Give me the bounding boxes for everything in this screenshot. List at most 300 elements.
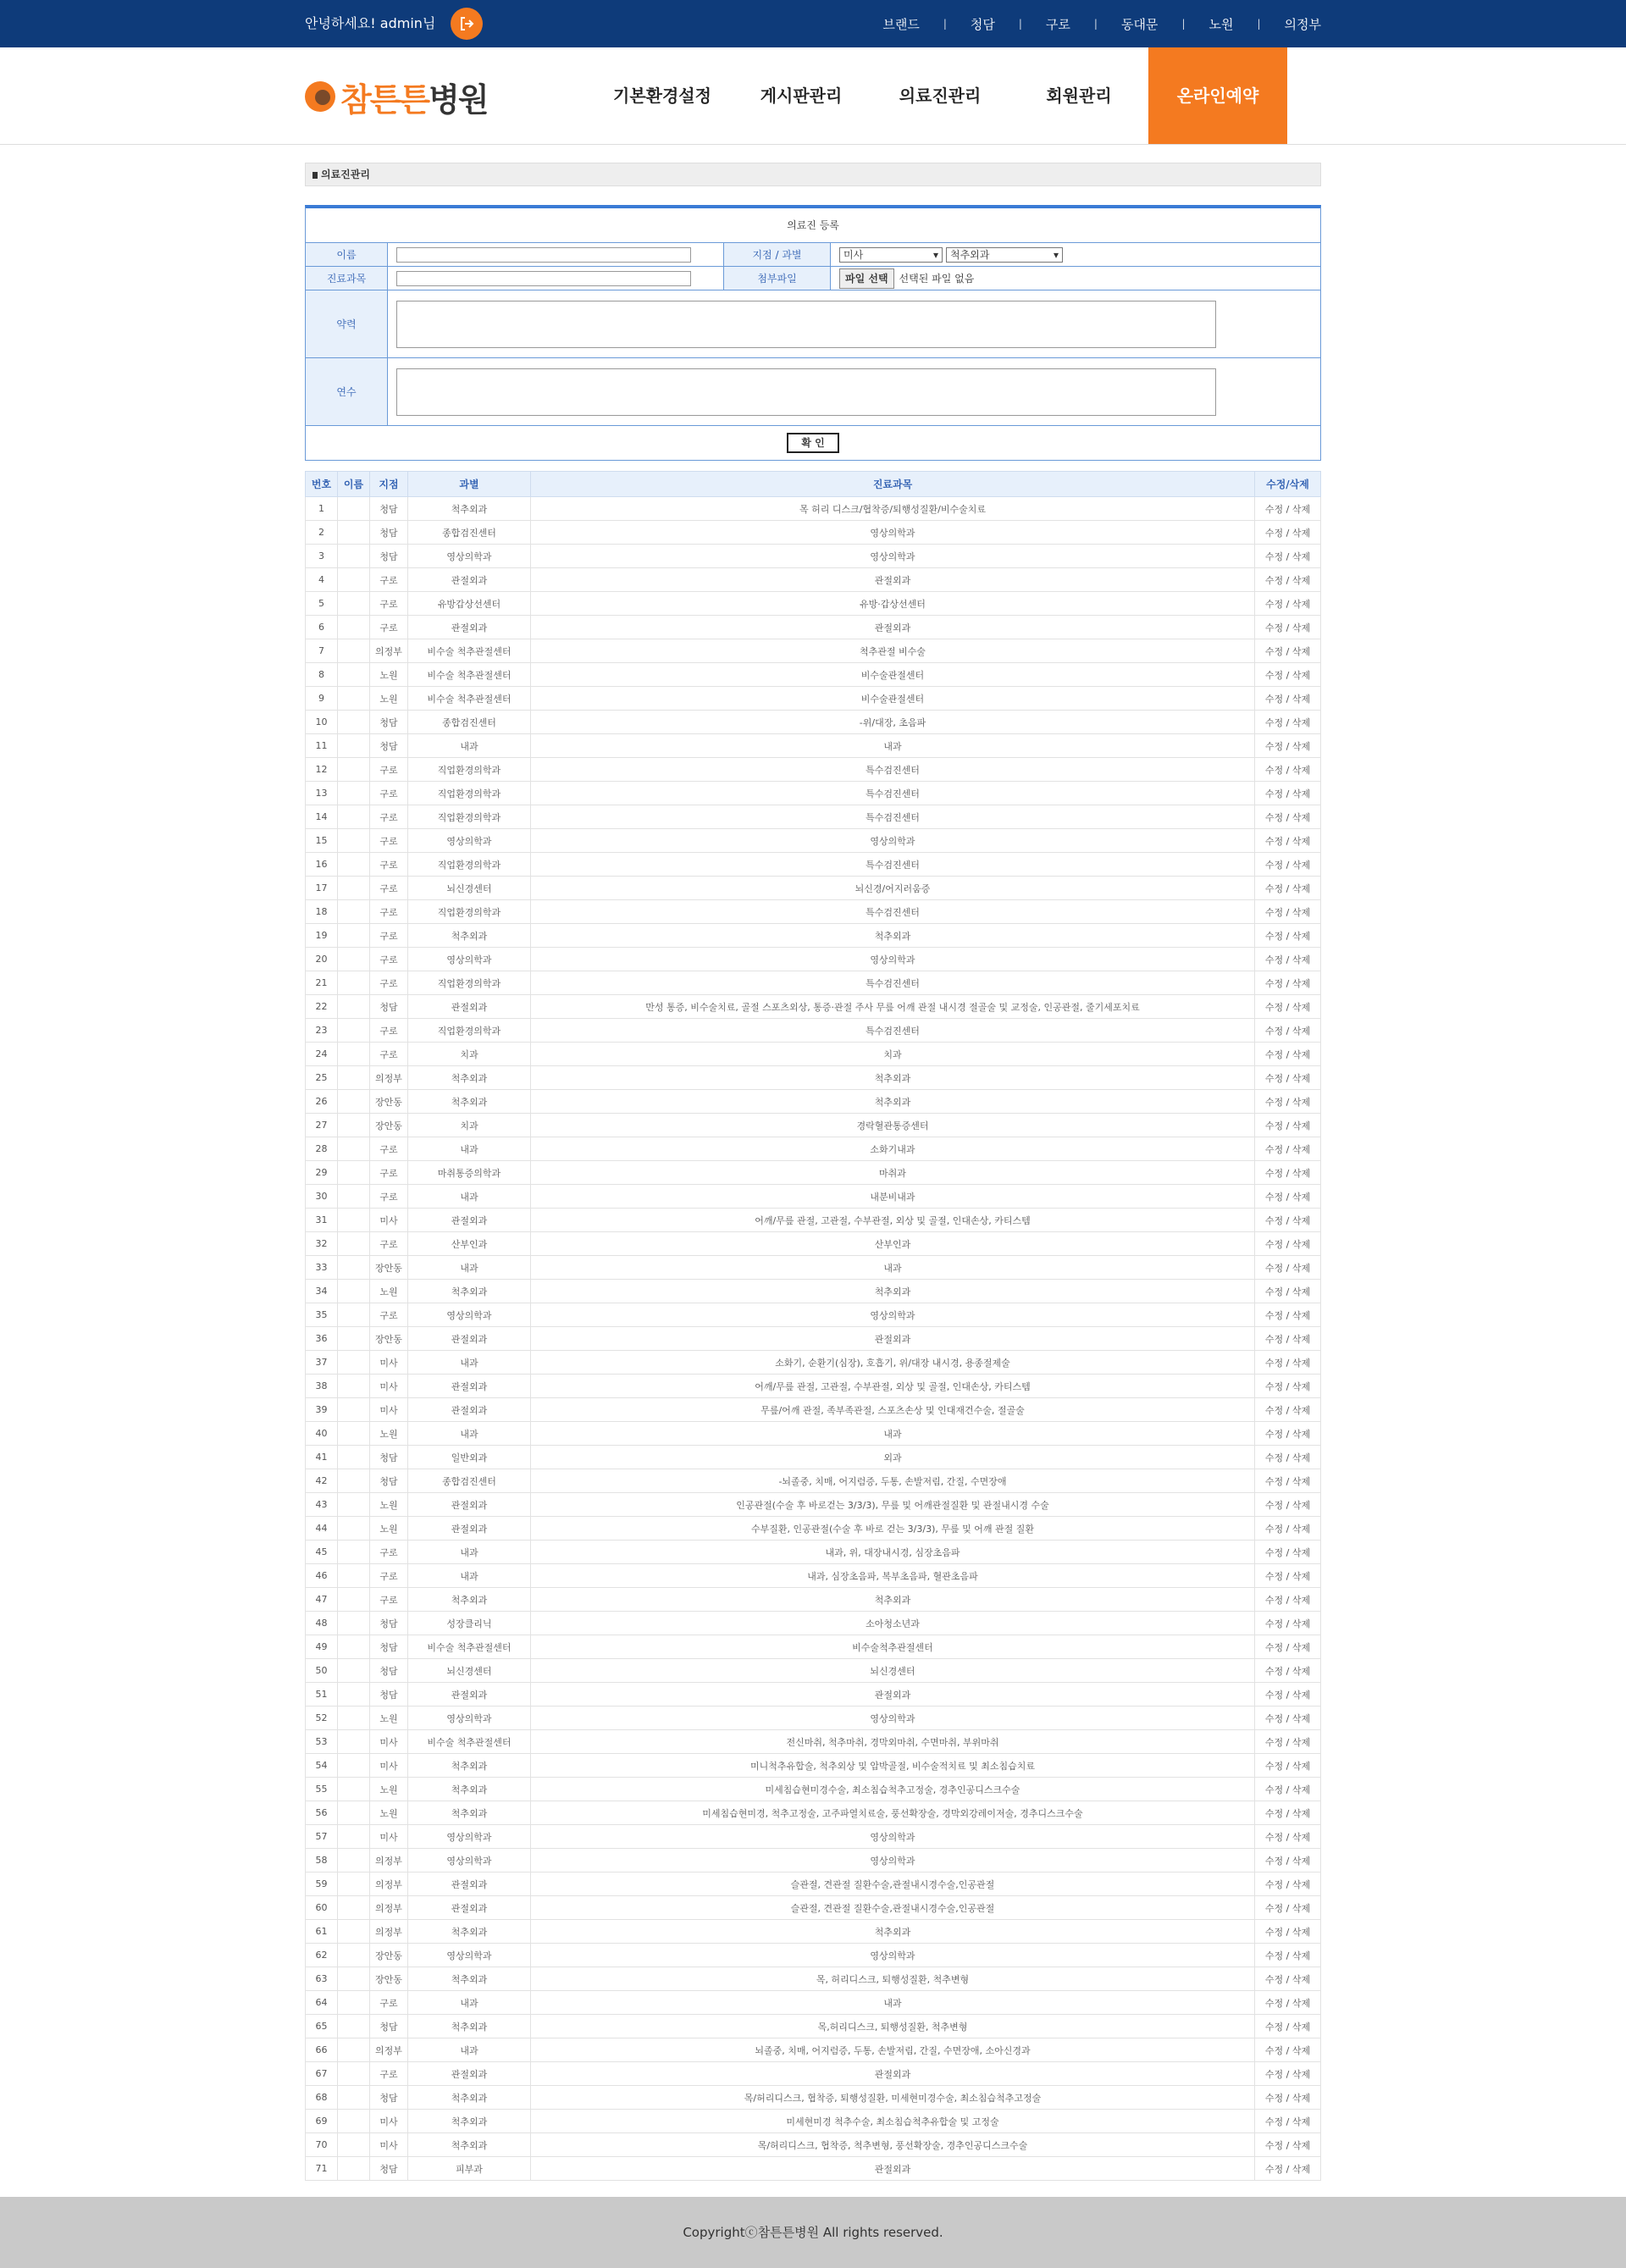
edit-delete-link[interactable]: 수정 / 삭제 [1255, 1730, 1321, 1754]
edit-delete-link[interactable]: 수정 / 삭제 [1255, 995, 1321, 1019]
cell-dept: 영상의학과 [408, 545, 531, 568]
table-row [306, 1635, 1321, 1659]
cell-dept: 직업환경의학과 [408, 1019, 531, 1043]
cell-name [338, 758, 370, 782]
col-header-branch: 지점 [370, 472, 408, 497]
cell-name [338, 2015, 370, 2038]
cell-no: 68 [306, 2086, 338, 2110]
edit-delete-link[interactable]: 수정 / 삭제 [1255, 853, 1321, 877]
cell-subject: 관절외과 [531, 2157, 1255, 2181]
cell-subject: 내분비내과 [531, 1185, 1255, 1209]
cell-no: 51 [306, 1683, 338, 1707]
edit-delete-link[interactable]: 수정 / 삭제 [1255, 639, 1321, 663]
table-row [306, 2086, 1321, 2110]
edit-delete-link[interactable]: 수정 / 삭제 [1255, 1872, 1321, 1896]
cell-subject: 척추외과 [531, 1090, 1255, 1114]
cell-dept: 직업환경의학과 [408, 782, 531, 805]
breadcrumb [305, 163, 1321, 186]
cell-branch: 청담 [370, 711, 408, 734]
cell-no: 67 [306, 2062, 338, 2086]
edit-delete-link[interactable]: 수정 / 삭제 [1255, 734, 1321, 758]
edit-delete-link[interactable]: 수정 / 삭제 [1255, 1232, 1321, 1256]
cell-dept: 내과 [408, 1137, 531, 1161]
cell-subject: 영상의학과 [531, 1849, 1255, 1872]
cell-no: 53 [306, 1730, 338, 1754]
cell-name [338, 1659, 370, 1683]
cell-branch: 구로 [370, 1564, 408, 1588]
cell-dept: 직업환경의학과 [408, 853, 531, 877]
table-row [306, 758, 1321, 782]
cell-dept: 직업환경의학과 [408, 971, 531, 995]
edit-delete-link[interactable]: 수정 / 삭제 [1255, 1209, 1321, 1232]
edit-delete-link[interactable]: 수정 / 삭제 [1255, 687, 1321, 711]
edit-delete-link[interactable]: 수정 / 삭제 [1255, 2015, 1321, 2038]
cell-dept: 척추외과 [408, 2110, 531, 2133]
cell-no: 27 [306, 1114, 338, 1137]
edit-delete-link[interactable]: 수정 / 삭제 [1255, 1469, 1321, 1493]
table-row [306, 805, 1321, 829]
table-row [306, 1564, 1321, 1588]
cell-no: 10 [306, 711, 338, 734]
branch-link[interactable]: 구로 [1045, 16, 1070, 32]
branch-link[interactable]: 의정부 [1284, 16, 1321, 32]
edit-delete-link[interactable]: 수정 / 삭제 [1255, 1944, 1321, 1967]
cell-dept: 관절외과 [408, 1872, 531, 1896]
cell-subject: 마취과 [531, 1161, 1255, 1185]
edit-delete-link[interactable]: 수정 / 삭제 [1255, 1493, 1321, 1517]
edit-delete-link[interactable]: 수정 / 삭제 [1255, 1256, 1321, 1280]
cell-no: 8 [306, 663, 338, 687]
table-row [306, 687, 1321, 711]
table-row [306, 663, 1321, 687]
edit-delete-link[interactable]: 수정 / 삭제 [1255, 1446, 1321, 1469]
cell-subject: 척추관절 비수술 [531, 639, 1255, 663]
cell-name [338, 1375, 370, 1398]
top-bar [0, 0, 1626, 47]
cell-subject: 목, 허리디스크, 퇴행성질환, 척추변형 [531, 1967, 1255, 1991]
cell-subject: 관절외과 [531, 1327, 1255, 1351]
edit-delete-link[interactable]: 수정 / 삭제 [1255, 1849, 1321, 1872]
edit-delete-link[interactable]: 수정 / 삭제 [1255, 1375, 1321, 1398]
cell-dept: 관절외과 [408, 1683, 531, 1707]
cell-name [338, 1754, 370, 1778]
cell-name [338, 1398, 370, 1422]
cell-no: 71 [306, 2157, 338, 2181]
cell-name [338, 1493, 370, 1517]
cell-subject: 비수술관절센터 [531, 663, 1255, 687]
cell-branch: 구로 [370, 924, 408, 948]
edit-delete-link[interactable]: 수정 / 삭제 [1255, 1327, 1321, 1351]
cell-branch: 구로 [370, 758, 408, 782]
cell-name [338, 1137, 370, 1161]
cell-name [338, 1896, 370, 1920]
cell-subject: 척추외과 [531, 1920, 1255, 1944]
edit-delete-link[interactable]: 수정 / 삭제 [1255, 1920, 1321, 1944]
cell-branch: 의정부 [370, 1896, 408, 1920]
hospital-logo[interactable] [305, 73, 488, 120]
edit-delete-link[interactable]: 수정 / 삭제 [1255, 877, 1321, 900]
cell-subject: 어깨/무릎 관절, 고관절, 수부관절, 외상 및 골절, 인대손상, 카티스템 [531, 1209, 1255, 1232]
edit-delete-link[interactable]: 수정 / 삭제 [1255, 1422, 1321, 1446]
table-row [306, 1256, 1321, 1280]
table-row [306, 2038, 1321, 2062]
cell-subject: 뇌신경센터 [531, 1659, 1255, 1683]
cell-no: 37 [306, 1351, 338, 1375]
edit-delete-link[interactable]: 수정 / 삭제 [1255, 2157, 1321, 2181]
branch-link[interactable]: 노원 [1208, 16, 1234, 32]
cell-branch: 청담 [370, 1469, 408, 1493]
table-row [306, 1398, 1321, 1422]
edit-delete-link[interactable]: 수정 / 삭제 [1255, 948, 1321, 971]
cell-dept: 관절외과 [408, 568, 531, 592]
cell-name [338, 1730, 370, 1754]
cell-branch: 노원 [370, 1517, 408, 1541]
subject-input[interactable] [396, 271, 691, 286]
cell-subject: 유방·갑상선센터 [531, 592, 1255, 616]
cell-no: 22 [306, 995, 338, 1019]
cell-name [338, 1707, 370, 1730]
edit-delete-link[interactable]: 수정 / 삭제 [1255, 1351, 1321, 1375]
cell-subject: 특수검진센터 [531, 782, 1255, 805]
file-status: 선택된 파일 없음 [899, 273, 975, 285]
branch-dept-label: 지점 / 과별 [724, 243, 831, 266]
edit-delete-link[interactable]: 수정 / 삭제 [1255, 1541, 1321, 1564]
table-row [306, 1303, 1321, 1327]
submit-button[interactable]: 확 인 [787, 433, 839, 453]
cell-dept: 척추외과 [408, 2015, 531, 2038]
edit-delete-link[interactable]: 수정 / 삭제 [1255, 2038, 1321, 2062]
edit-delete-link[interactable]: 수정 / 삭제 [1255, 782, 1321, 805]
table-row [306, 592, 1321, 616]
cell-subject: 산부인과 [531, 1232, 1255, 1256]
cell-dept: 내과 [408, 1541, 531, 1564]
cell-subject: 뇌졸중, 치매, 어지럼증, 두통, 손발저림, 간질, 수면장애, 소아신경과 [531, 2038, 1255, 2062]
nav-basic-settings[interactable]: 기본환경설정 [613, 86, 711, 106]
cell-subject: 내과 [531, 1256, 1255, 1280]
doctor-register-form [305, 205, 1321, 461]
cell-dept: 내과 [408, 1422, 531, 1446]
cell-subject: 영상의학과 [531, 829, 1255, 853]
edit-delete-link[interactable]: 수정 / 삭제 [1255, 1967, 1321, 1991]
cell-dept: 척추외과 [408, 924, 531, 948]
edit-delete-link[interactable]: 수정 / 삭제 [1255, 1066, 1321, 1090]
table-row [306, 1209, 1321, 1232]
cell-branch: 구로 [370, 900, 408, 924]
name-input[interactable] [396, 247, 691, 263]
cell-branch: 청담 [370, 1635, 408, 1659]
branch-link[interactable]: 청담 [970, 16, 995, 32]
edit-delete-link[interactable]: 수정 / 삭제 [1255, 1825, 1321, 1849]
table-row [306, 616, 1321, 639]
cell-name [338, 1185, 370, 1209]
cell-no: 66 [306, 2038, 338, 2062]
cell-dept: 내과 [408, 1185, 531, 1209]
table-row [306, 1967, 1321, 1991]
edit-delete-link[interactable]: 수정 / 삭제 [1255, 521, 1321, 545]
edit-delete-link[interactable]: 수정 / 삭제 [1255, 1517, 1321, 1541]
cell-subject: 관절외과 [531, 2062, 1255, 2086]
table-row [306, 1043, 1321, 1066]
cell-no: 69 [306, 2110, 338, 2133]
cell-subject: 미세침습현미경, 척추고정술, 고주파열치료술, 풍선확장술, 경막외강레이저술, 경추디스크수술 [531, 1801, 1255, 1825]
table-row [306, 1659, 1321, 1683]
cell-name [338, 2062, 370, 2086]
cell-no: 61 [306, 1920, 338, 1944]
cell-subject: 만성 통증, 비수술치료, 골절 스포츠외상, 통증·관절 주사 무릎 어깨 관절 내시경 절골술 및 교정술, 인공관절, 줄기세포치료 [531, 995, 1255, 1019]
cell-name [338, 687, 370, 711]
table-row [306, 900, 1321, 924]
cell-no: 2 [306, 521, 338, 545]
cell-dept: 치과 [408, 1114, 531, 1137]
cell-branch: 구로 [370, 1303, 408, 1327]
cell-name [338, 1541, 370, 1564]
nav-doctor-management[interactable]: 의료진관리 [899, 86, 982, 106]
edit-delete-link[interactable]: 수정 / 삭제 [1255, 2110, 1321, 2133]
cell-dept: 척추외과 [408, 2086, 531, 2110]
edit-delete-link[interactable]: 수정 / 삭제 [1255, 829, 1321, 853]
cell-subject: 무릎/어깨 관절, 족부족관절, 스포츠손상 및 인대재건수술, 절골술 [531, 1398, 1255, 1422]
cell-no: 36 [306, 1327, 338, 1351]
chevron-down-icon: ▾ [932, 248, 938, 261]
table-row [306, 1801, 1321, 1825]
cell-name [338, 853, 370, 877]
separator: | [1181, 18, 1186, 30]
edit-delete-link[interactable]: 수정 / 삭제 [1255, 1991, 1321, 2015]
cell-no: 15 [306, 829, 338, 853]
cell-branch: 미사 [370, 1730, 408, 1754]
cell-no: 4 [306, 568, 338, 592]
cell-no: 46 [306, 1564, 338, 1588]
cell-subject: 영상의학과 [531, 948, 1255, 971]
table-row [306, 1920, 1321, 1944]
cell-name [338, 2157, 370, 2181]
cell-no: 1 [306, 497, 338, 521]
cell-branch: 미사 [370, 2110, 408, 2133]
table-row [306, 829, 1321, 853]
cell-branch: 노원 [370, 687, 408, 711]
edit-delete-link[interactable]: 수정 / 삭제 [1255, 1019, 1321, 1043]
edit-delete-link[interactable]: 수정 / 삭제 [1255, 1707, 1321, 1730]
cell-branch: 노원 [370, 1422, 408, 1446]
cell-subject: 치과 [531, 1043, 1255, 1066]
nav-board-management[interactable]: 게시판관리 [760, 86, 843, 106]
edit-delete-link[interactable]: 수정 / 삭제 [1255, 1588, 1321, 1612]
nav-member-management[interactable]: 회원관리 [1046, 86, 1112, 106]
cell-no: 47 [306, 1588, 338, 1612]
cell-branch: 청담 [370, 1659, 408, 1683]
cell-subject: 내과, 위, 대장내시경, 심장초음파 [531, 1541, 1255, 1564]
cell-branch: 의정부 [370, 1872, 408, 1896]
cell-subject: 뇌신경/어지러움증 [531, 877, 1255, 900]
edit-delete-link[interactable]: 수정 / 삭제 [1255, 616, 1321, 639]
cell-name [338, 1825, 370, 1849]
edit-delete-link[interactable]: 수정 / 삭제 [1255, 1043, 1321, 1066]
cell-no: 20 [306, 948, 338, 971]
table-row [306, 497, 1321, 521]
edit-delete-link[interactable]: 수정 / 삭제 [1255, 545, 1321, 568]
edit-delete-link[interactable]: 수정 / 삭제 [1255, 1659, 1321, 1683]
cell-branch: 구로 [370, 2062, 408, 2086]
branch-select[interactable]: 미사 ▾ [839, 247, 943, 263]
cell-name [338, 1801, 370, 1825]
cell-branch: 의정부 [370, 1066, 408, 1090]
cell-branch: 구로 [370, 877, 408, 900]
edit-delete-link[interactable]: 수정 / 삭제 [1255, 568, 1321, 592]
training-label: 연수 [306, 358, 388, 425]
cell-subject: 내과 [531, 1422, 1255, 1446]
dept-select[interactable]: 척추외과 ▾ [946, 247, 1063, 263]
edit-delete-link[interactable]: 수정 / 삭제 [1255, 1137, 1321, 1161]
cell-dept: 관절외과 [408, 1209, 531, 1232]
cell-name [338, 1564, 370, 1588]
cell-subject: 특수검진센터 [531, 758, 1255, 782]
cell-branch: 의정부 [370, 1920, 408, 1944]
cell-subject: 특수검진센터 [531, 805, 1255, 829]
edit-delete-link[interactable]: 수정 / 삭제 [1255, 1754, 1321, 1778]
cell-name [338, 1446, 370, 1469]
edit-delete-link[interactable]: 수정 / 삭제 [1255, 1280, 1321, 1303]
cell-dept: 영상의학과 [408, 829, 531, 853]
cell-name [338, 1635, 370, 1659]
cell-no: 57 [306, 1825, 338, 1849]
cell-subject: -위/대장, 초음파 [531, 711, 1255, 734]
cell-subject: 특수검진센터 [531, 971, 1255, 995]
edit-delete-link[interactable]: 수정 / 삭제 [1255, 592, 1321, 616]
cell-dept: 내과 [408, 1991, 531, 2015]
cell-dept: 피부과 [408, 2157, 531, 2181]
cell-name [338, 1066, 370, 1090]
cell-dept: 관절외과 [408, 1398, 531, 1422]
table-row [306, 639, 1321, 663]
cell-subject: 소화기, 순환기(심장), 호흡기, 위/대장 내시경, 용종절제술 [531, 1351, 1255, 1375]
edit-delete-link[interactable]: 수정 / 삭제 [1255, 1801, 1321, 1825]
cell-branch: 구로 [370, 782, 408, 805]
edit-delete-link[interactable]: 수정 / 삭제 [1255, 2086, 1321, 2110]
nav-online-reservation[interactable]: 온라인예약 [1148, 47, 1287, 144]
edit-delete-link[interactable]: 수정 / 삭제 [1255, 2062, 1321, 2086]
cell-subject: 목 허리 디스크/협착증/퇴행성질환/비수술치료 [531, 497, 1255, 521]
cell-dept: 척추외과 [408, 1778, 531, 1801]
cell-dept: 종합검진센터 [408, 711, 531, 734]
cell-subject: 영상의학과 [531, 521, 1255, 545]
cell-subject: 전신마취, 척추마취, 경막외마취, 수면마취, 부위마취 [531, 1730, 1255, 1754]
edit-delete-link[interactable]: 수정 / 삭제 [1255, 663, 1321, 687]
branch-link[interactable]: 브랜드 [882, 16, 920, 32]
cell-subject: 목/허리디스크, 협착증, 척추변형, 풍선확장술, 경추인공디스크수술 [531, 2133, 1255, 2157]
edit-delete-link[interactable]: 수정 / 삭제 [1255, 758, 1321, 782]
edit-delete-link[interactable]: 수정 / 삭제 [1255, 971, 1321, 995]
cell-dept: 내과 [408, 734, 531, 758]
file-select-button[interactable]: 파일 선택 [839, 268, 894, 289]
edit-delete-link[interactable]: 수정 / 삭제 [1255, 2133, 1321, 2157]
edit-delete-link[interactable]: 수정 / 삭제 [1255, 1896, 1321, 1920]
cell-dept: 관절외과 [408, 616, 531, 639]
edit-delete-link[interactable]: 수정 / 삭제 [1255, 1303, 1321, 1327]
edit-delete-link[interactable]: 수정 / 삭제 [1255, 1564, 1321, 1588]
edit-delete-link[interactable]: 수정 / 삭제 [1255, 1635, 1321, 1659]
cell-subject: 외과 [531, 1446, 1255, 1469]
cell-subject: 미니척추유합술, 척추외상 및 압박골절, 비수술적치료 및 최소침습치료 [531, 1754, 1255, 1778]
edit-delete-link[interactable]: 수정 / 삭제 [1255, 1778, 1321, 1801]
cell-subject: 영상의학과 [531, 545, 1255, 568]
cell-no: 40 [306, 1422, 338, 1446]
edit-delete-link[interactable]: 수정 / 삭제 [1255, 1612, 1321, 1635]
career-label: 약력 [306, 290, 388, 357]
cell-branch: 구로 [370, 1991, 408, 2015]
cell-branch: 미사 [370, 1351, 408, 1375]
cell-subject: 관절외과 [531, 1683, 1255, 1707]
cell-subject: 소화기내과 [531, 1137, 1255, 1161]
table-row [306, 1754, 1321, 1778]
table-row [306, 971, 1321, 995]
table-row [306, 2157, 1321, 2181]
branch-link[interactable]: 동대문 [1120, 16, 1159, 32]
edit-delete-link[interactable]: 수정 / 삭제 [1255, 1090, 1321, 1114]
cell-dept: 척추외과 [408, 1967, 531, 1991]
table-row [306, 1161, 1321, 1185]
cell-name [338, 900, 370, 924]
table-row [306, 1730, 1321, 1754]
table-row [306, 1137, 1321, 1161]
edit-delete-link[interactable]: 수정 / 삭제 [1255, 497, 1321, 521]
edit-delete-link[interactable]: 수정 / 삭제 [1255, 711, 1321, 734]
table-row [306, 1066, 1321, 1090]
table-row [306, 1280, 1321, 1303]
cell-dept: 직업환경의학과 [408, 805, 531, 829]
edit-delete-link[interactable]: 수정 / 삭제 [1255, 900, 1321, 924]
cell-branch: 구로 [370, 853, 408, 877]
edit-delete-link[interactable]: 수정 / 삭제 [1255, 1683, 1321, 1707]
site-header [0, 47, 1626, 145]
cell-name [338, 1469, 370, 1493]
edit-delete-link[interactable]: 수정 / 삭제 [1255, 1185, 1321, 1209]
cell-name [338, 1944, 370, 1967]
table-row [306, 2015, 1321, 2038]
logout-button[interactable] [451, 8, 483, 40]
edit-delete-link[interactable]: 수정 / 삭제 [1255, 1398, 1321, 1422]
cell-subject: 영상의학과 [531, 1303, 1255, 1327]
cell-branch: 장안동 [370, 1256, 408, 1280]
edit-delete-link[interactable]: 수정 / 삭제 [1255, 805, 1321, 829]
edit-delete-link[interactable]: 수정 / 삭제 [1255, 1114, 1321, 1137]
cell-subject: 경락혈관통증센터 [531, 1114, 1255, 1137]
cell-no: 12 [306, 758, 338, 782]
cell-no: 38 [306, 1375, 338, 1398]
cell-subject: 비수술척추관절센터 [531, 1635, 1255, 1659]
logo-text-b: 병원 [429, 80, 488, 119]
cell-subject: 내과 [531, 734, 1255, 758]
cell-subject: 목,허리디스크, 퇴행성질환, 척추변형 [531, 2015, 1255, 2038]
cell-dept: 영상의학과 [408, 948, 531, 971]
cell-no: 62 [306, 1944, 338, 1967]
edit-delete-link[interactable]: 수정 / 삭제 [1255, 1161, 1321, 1185]
cell-no: 44 [306, 1517, 338, 1541]
training-textarea[interactable] [396, 368, 1216, 416]
cell-name [338, 1303, 370, 1327]
career-textarea[interactable] [396, 301, 1216, 348]
cell-branch: 구로 [370, 1185, 408, 1209]
cell-no: 18 [306, 900, 338, 924]
cell-dept: 비수술 척추관절센터 [408, 639, 531, 663]
edit-delete-link[interactable]: 수정 / 삭제 [1255, 924, 1321, 948]
cell-branch: 구로 [370, 592, 408, 616]
cell-subject: 척추외과 [531, 1066, 1255, 1090]
cell-subject: 내과, 심장초음파, 복부초음파, 혈관초음파 [531, 1564, 1255, 1588]
cell-name [338, 829, 370, 853]
cell-dept: 관절외과 [408, 1517, 531, 1541]
col-header-actions: 수정/삭제 [1255, 472, 1321, 497]
cell-name [338, 1612, 370, 1635]
